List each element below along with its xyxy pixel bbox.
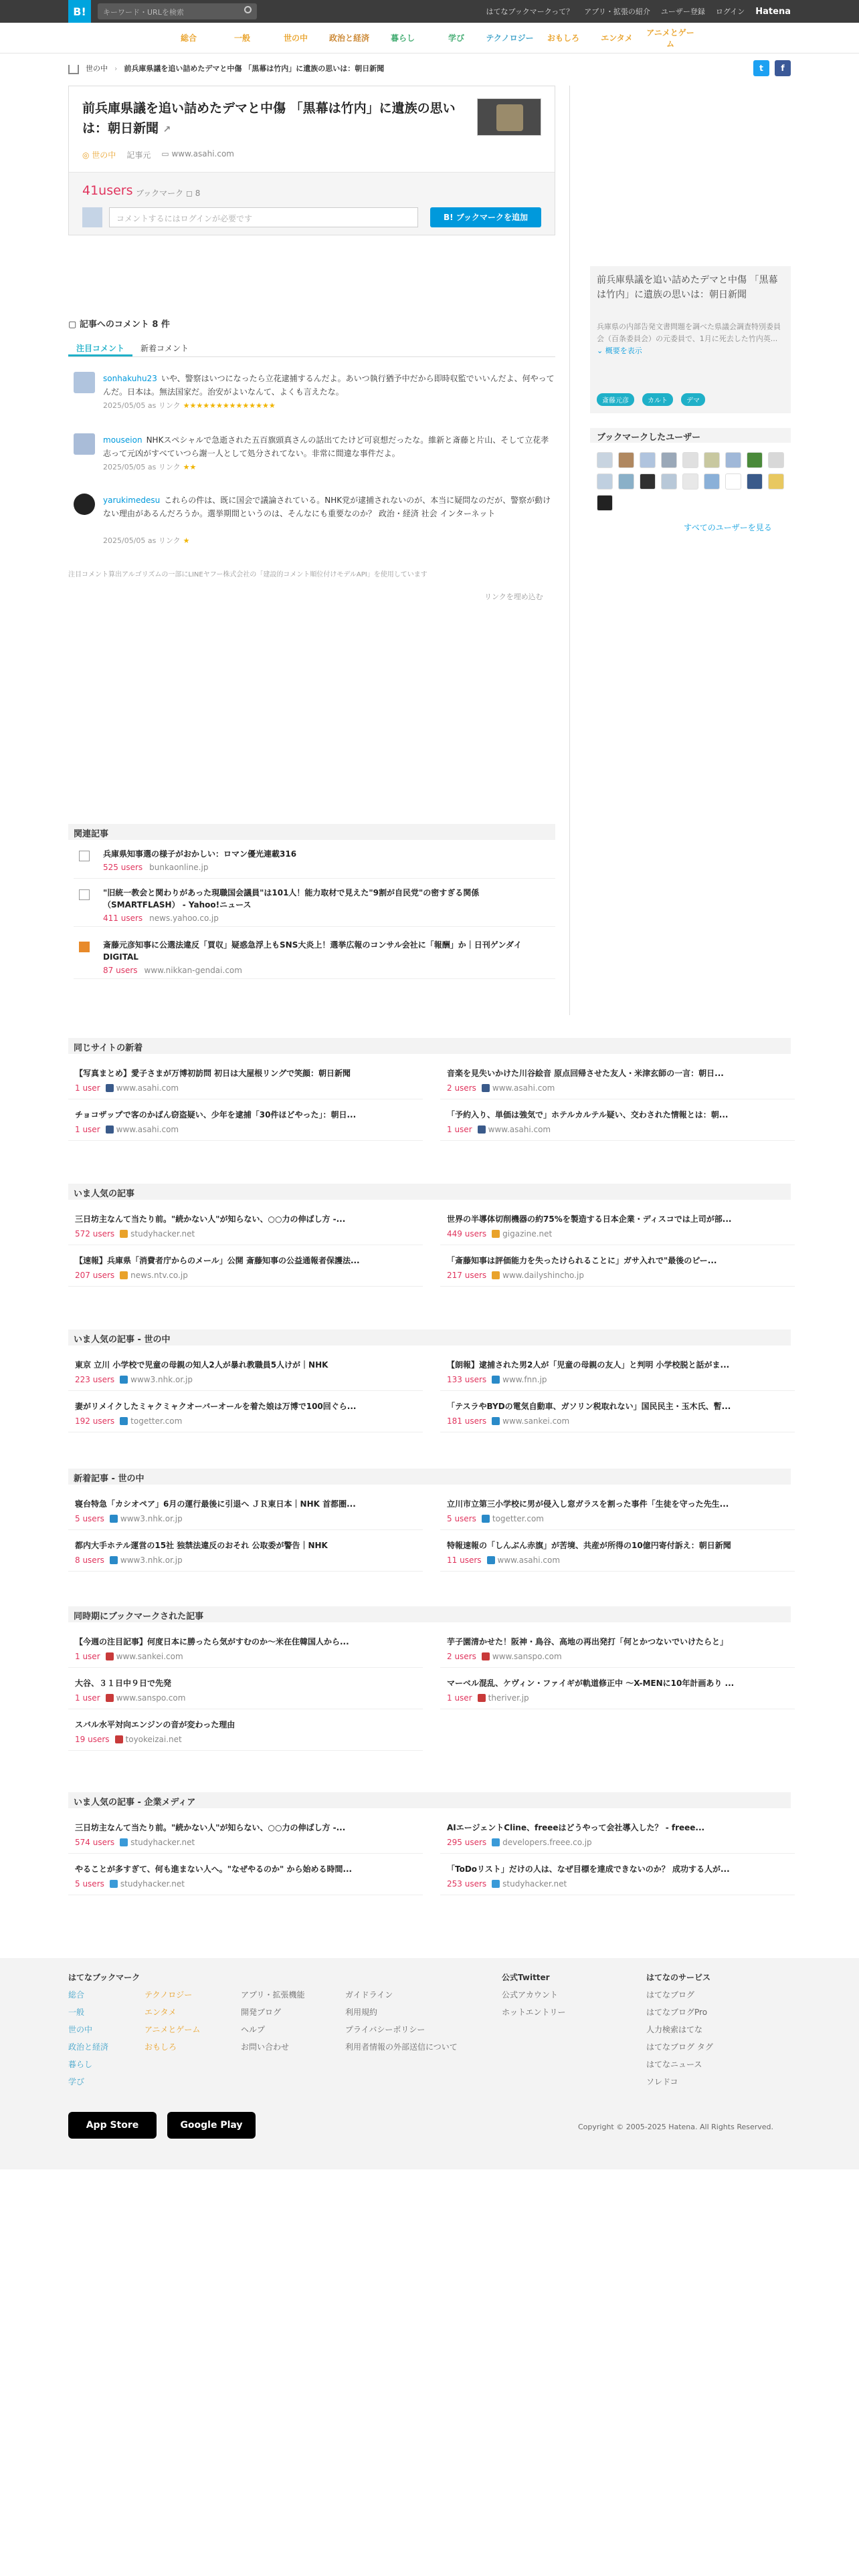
item-site[interactable]: toyokeizai.net <box>115 1735 182 1744</box>
site-favicon-icon <box>492 1417 500 1425</box>
footer-link[interactable]: アプリ・拡張機能 <box>241 1990 305 2000</box>
related-item[interactable]: 斎藤元彦知事に公選法違反「買収」疑惑急浮上もSNS大炎上！選挙広報のコンサル会社に「報酬」か｜日刊ゲンダイDIGITAL 87 users www.nikkan-gendai.com <box>74 939 555 979</box>
item-site[interactable]: www.asahi.com <box>106 1125 179 1134</box>
comment-date: 2025/05/05 as リンク ★★ <box>103 463 197 471</box>
item-title[interactable]: 芋子園清かせた！阪神・鳥谷、高地の再出発打「何とかつないでいけたらと」 <box>447 1637 729 1646</box>
footer-link[interactable]: 暮らし <box>68 2060 93 2069</box>
site-favicon-icon <box>115 1735 123 1743</box>
item-users[interactable]: 2 users <box>447 1083 476 1093</box>
category-nav <box>0 23 859 53</box>
footer-link[interactable]: はてなブログ <box>646 1990 695 2000</box>
item-site[interactable]: www.asahi.com <box>478 1125 551 1134</box>
item-users[interactable]: 449 users <box>447 1229 487 1239</box>
item-site[interactable]: www3.nhk.or.jp <box>110 1514 183 1523</box>
item-meta <box>75 1879 185 1889</box>
item-title[interactable]: 立川市立第三小学校に男が侵入し窓ガラスを割った事件「生徒を守った先生... <box>447 1499 729 1509</box>
footer-categories-a <box>68 1986 108 2090</box>
footer-link[interactable]: ソレドコ <box>646 2077 678 2086</box>
item-title[interactable]: 「予約入り、単価は強気で」ホテルカルテル疑い、交わされた情報とは：朝... <box>447 1110 729 1119</box>
site-favicon-icon <box>120 1230 128 1238</box>
search-icon[interactable] <box>244 6 252 13</box>
item-title[interactable]: 三日坊主なんて当たり前。"続かない人"が知らない、○○力の伸ばし方 -... <box>75 1823 346 1832</box>
item-users[interactable]: 2 users <box>447 1652 476 1661</box>
global-header <box>0 0 859 23</box>
bookmarked-users-avatars <box>597 452 791 511</box>
list-item[interactable] <box>68 1816 423 1854</box>
entry-thumbnail[interactable] <box>477 98 541 136</box>
sidebar-title: 前兵庫県議を追い詰めたデマと中傷 「黒幕は竹内」に遺族の思いは：朝日新聞 <box>597 275 778 300</box>
site-favicon-icon <box>106 1125 114 1134</box>
item-meta <box>75 1514 183 1523</box>
copyright: Copyright © 2005-2025 Hatena. All Rights Reserved. <box>578 2123 774 2131</box>
comment-text: sonhakuhu23 いや、警察はいつになったら立花逮捕するんだよ。あいつ執行猶予中だから即時収監でいいんだよ、何やってんだ。日本は。無法国家だ。治安がよいなんて、よくも言えたな。 <box>103 374 555 397</box>
bookmarker-avatar[interactable] <box>725 452 741 468</box>
item-title[interactable]: 世界の半導体切削機器の約75%を製造する日本企業・ディスコでは上司が部... <box>447 1214 732 1224</box>
item-users[interactable]: 1 user <box>447 1693 472 1703</box>
bookmarker-avatar[interactable] <box>725 473 741 490</box>
commenter-avatar[interactable] <box>74 433 95 455</box>
all-users-link[interactable]: すべてのユーザーを見る <box>684 523 772 532</box>
category-5[interactable]: 学び <box>448 33 464 43</box>
item-meta <box>75 1083 179 1093</box>
footer-links-1 <box>241 1986 305 2056</box>
external-link-icon[interactable]: ↗ <box>163 124 171 135</box>
site-favicon-icon <box>120 1376 128 1384</box>
list-item[interactable] <box>440 1493 795 1530</box>
item-title[interactable]: 都内大手ホテル運営の15社 独禁法違反のおそれ 公取委が警告｜NHK <box>75 1541 328 1550</box>
star-icon[interactable]: ★★ <box>183 463 197 471</box>
footer-link[interactable]: はてなブログPro <box>646 2008 708 2017</box>
footer-link[interactable]: プライバシーポリシー <box>345 2025 425 2034</box>
item-users[interactable]: 1 user <box>75 1652 100 1661</box>
site-favicon-icon <box>110 1556 118 1564</box>
bookmarker-avatar[interactable] <box>661 452 677 468</box>
item-users[interactable]: 5 users <box>75 1879 104 1889</box>
related-heading: 関連記事 <box>68 824 555 840</box>
item-site[interactable]: studyhacker.net <box>120 1229 195 1239</box>
bookmarker-avatar[interactable] <box>640 452 656 468</box>
item-site[interactable]: www.asahi.com <box>482 1083 555 1093</box>
list-item[interactable] <box>68 1354 423 1391</box>
bookmarker-avatar[interactable] <box>768 452 784 468</box>
item-meta <box>447 1879 567 1889</box>
item-users[interactable]: 207 users <box>75 1271 115 1280</box>
user-avatar <box>82 207 102 227</box>
item-site[interactable]: www.dailyshincho.jp <box>492 1271 584 1280</box>
list-item[interactable] <box>68 1208 423 1245</box>
site-favicon-icon <box>492 1838 500 1846</box>
comment-algorithm-note: 注目コメント算出アルゴリズムの一部にLINEヤフー株式会社の「建設的コメント順位付けモデルAPI」を使用しています <box>68 571 427 578</box>
footer-services: はてなのサービス はてなブログ はてなブログPro 人力検索はてな はてなブログ タグ はてなニュース ソレドコ <box>646 1969 713 2090</box>
bookmarker-avatar[interactable] <box>597 473 613 490</box>
comment-date: 2025/05/05 as リンク ★ <box>103 536 190 545</box>
comment-icon: ▢ <box>68 320 77 330</box>
list-item[interactable] <box>440 1630 795 1668</box>
breadcrumb-separator: › <box>114 64 118 73</box>
google-play-badge[interactable]: Google Play <box>167 2112 256 2139</box>
commenter-name[interactable]: yarukimedesu <box>103 496 161 505</box>
site-favicon-icon <box>492 1271 500 1279</box>
site-favicon-icon <box>478 1125 486 1134</box>
item-title[interactable]: 妻がリメイクしたミャクミャクオーバーオールを着た娘は万博で100回ぐら... <box>75 1402 357 1411</box>
site-favicon-icon <box>79 851 90 861</box>
list-item[interactable] <box>440 1208 795 1245</box>
entry-meta <box>82 149 234 160</box>
item-meta <box>75 1555 183 1565</box>
item-title[interactable]: 寝台特急「カシオペア」6月の運行最後に引退へ ＪＲ東日本｜NHK 首都圏... <box>75 1499 356 1509</box>
item-title[interactable]: 音楽を見失いかけた川谷絵音 原点回帰させた友人・米津玄師の一言：朝日... <box>447 1069 724 1078</box>
document-icon <box>79 889 90 900</box>
footer-link[interactable]: おもしろ <box>145 2042 177 2052</box>
category-8[interactable]: エンタメ <box>601 33 633 43</box>
category-2[interactable]: 世の中 <box>283 33 308 43</box>
bookmarker-avatar[interactable] <box>618 452 634 468</box>
bookmarker-avatar[interactable] <box>640 473 656 490</box>
item-site[interactable]: gigazine.net <box>492 1229 552 1239</box>
share-buttons <box>753 60 791 76</box>
item-users[interactable]: 223 users <box>75 1375 115 1384</box>
entry-category[interactable]: ◎ 世の中 <box>82 150 116 160</box>
bookmarker-avatar[interactable] <box>768 473 784 490</box>
column-divider <box>569 86 570 1015</box>
site-favicon-icon <box>482 1515 490 1523</box>
category-0[interactable]: 総合 <box>180 33 197 43</box>
hatena-logo[interactable]: Hatena <box>755 6 791 17</box>
popular-society-heading: いま人気の記事 - 世の中 <box>68 1329 791 1346</box>
footer-link[interactable]: 一般 <box>68 2008 85 2017</box>
list-item[interactable] <box>440 1103 795 1141</box>
footer-link[interactable]: お問い合わせ <box>241 2042 290 2052</box>
item-site[interactable]: studyhacker.net <box>120 1838 195 1847</box>
footer-link[interactable]: ヘルプ <box>241 2025 266 2034</box>
item-title[interactable]: 三日坊主なんて当たり前。"続かない人"が知らない、○○力の伸ばし方 -... <box>75 1214 346 1224</box>
show-summary-link[interactable]: ⌄ 概要を表示 <box>597 346 642 355</box>
site-favicon-icon <box>110 1880 118 1888</box>
item-title[interactable]: AIエージェントCline、freeeはどうやって会社導入した？ - freee... <box>447 1823 705 1832</box>
item-users[interactable]: 1 user <box>75 1125 100 1134</box>
item-site[interactable]: www.sankei.com <box>106 1652 183 1661</box>
breadcrumb <box>68 59 791 78</box>
item-site[interactable]: togetter.com <box>482 1514 544 1523</box>
footer-link[interactable]: はてなニュース <box>646 2060 702 2069</box>
footer-link[interactable]: 開発ブログ <box>241 2008 282 2017</box>
site-favicon-icon <box>106 1652 114 1660</box>
item-site[interactable]: theriver.jp <box>478 1693 529 1703</box>
comment-date: 2025/05/05 as リンク ★★★★★★★★★★★★★★ <box>103 401 276 410</box>
footer-link[interactable]: ガイドライン <box>345 1990 393 2000</box>
list-item[interactable] <box>68 1672 423 1709</box>
same-period-heading: 同時期にブックマークされた記事 <box>68 1606 791 1622</box>
bookmarker-avatar[interactable] <box>682 452 698 468</box>
comment-item <box>74 372 555 412</box>
item-site[interactable]: developers.freee.co.jp <box>492 1838 592 1847</box>
item-users[interactable]: 5 users <box>447 1514 476 1523</box>
bookmarker-avatar[interactable] <box>682 473 698 490</box>
tab-popular-comments[interactable]: 注目コメント <box>68 340 132 356</box>
bookmarker-avatar[interactable] <box>747 473 763 490</box>
footer <box>0 1958 859 2169</box>
hatena-bookmark-logo[interactable]: B! <box>68 0 91 23</box>
site-favicon-icon <box>120 1417 128 1425</box>
item-users[interactable]: 181 users <box>447 1416 487 1426</box>
bookmarker-avatar[interactable] <box>618 473 634 490</box>
item-site[interactable]: www3.nhk.or.jp <box>110 1555 183 1565</box>
star-icon[interactable]: ★★★★★★★★★★★★★★ <box>183 401 276 410</box>
item-site[interactable]: www.asahi.com <box>106 1083 179 1093</box>
item-users[interactable]: 19 users <box>75 1735 110 1744</box>
bookmarker-avatar[interactable] <box>704 473 720 490</box>
entry-domain[interactable]: ▭ www.asahi.com <box>161 149 234 158</box>
item-site[interactable]: www.sanspo.com <box>482 1652 562 1661</box>
item-title[interactable]: 【朗報】逮捕された男2人が「児童の母親の友人」と判明 小学校脱と話がま... <box>447 1360 730 1370</box>
bookmarker-avatar[interactable] <box>597 495 613 511</box>
item-users[interactable]: 133 users <box>447 1375 487 1384</box>
login-link[interactable]: ログイン <box>715 7 745 16</box>
item-users[interactable]: 8 users <box>75 1555 104 1565</box>
list-item[interactable] <box>440 1672 795 1709</box>
item-users[interactable]: 217 users <box>447 1271 487 1280</box>
item-users[interactable]: 253 users <box>447 1879 487 1889</box>
footer-link[interactable]: 公式アカウント <box>502 1990 558 2000</box>
footer-link[interactable]: 利用規約 <box>345 2008 378 2017</box>
list-item[interactable] <box>68 1858 423 1895</box>
footer-link[interactable]: アニメとゲーム <box>145 2025 201 2034</box>
item-users[interactable]: 1 user <box>75 1083 100 1093</box>
item-meta <box>75 1652 183 1661</box>
footer-link[interactable]: 総合 <box>68 1990 85 2000</box>
tag-item[interactable]: デマ <box>681 393 705 406</box>
list-item[interactable] <box>440 1816 795 1854</box>
entry-source-label: 記事元 <box>126 150 151 160</box>
sidebar-description: 兵庫県の内部告発文書問題を調べた県議会調査特別委員会（百条委員会）の元委員で、1月に死去した竹内英... ⌄ 概要を表示 <box>597 322 781 355</box>
footer-link[interactable]: エンタメ <box>145 2008 177 2017</box>
item-users[interactable]: 1 user <box>447 1125 472 1134</box>
site-favicon-icon <box>478 1694 486 1702</box>
list-item[interactable] <box>440 1354 795 1391</box>
list-item[interactable] <box>440 1534 795 1572</box>
footer-link[interactable]: 人力検索はてな <box>646 2025 703 2034</box>
site-favicon-icon <box>482 1084 490 1092</box>
site-favicon-icon <box>487 1556 495 1564</box>
breadcrumb-category[interactable]: 世の中 <box>86 64 108 73</box>
item-users[interactable]: 295 users <box>447 1838 487 1847</box>
comment-input[interactable]: コメントするにはログインが必要です <box>109 207 418 227</box>
item-meta <box>447 1693 529 1703</box>
item-title[interactable]: マーベル混乱、ケヴィン・ファイギが軌道修正中 ～X-MENに10年計画あり ... <box>447 1679 735 1688</box>
item-title[interactable]: やることが多すぎて、何も進まない人へ。"なぜやるのか" から始める時間... <box>75 1864 353 1874</box>
item-meta <box>447 1652 562 1661</box>
item-title[interactable]: 【速報】兵庫県「消費者庁からのメール」公開 斎藤知事の公益通報者保護法... <box>75 1256 360 1265</box>
item-title[interactable]: 「ToDoリスト」だけの人は、なぜ目標を達成できないのか？ 成功する人が... <box>447 1864 730 1874</box>
item-site[interactable]: news.ntv.co.jp <box>120 1271 188 1280</box>
item-meta <box>75 1375 193 1384</box>
item-title[interactable]: 【今週の注目記事】何度日本に勝ったら気がすむのか～米在住韓国人から... <box>75 1637 349 1646</box>
comment-text: yarukimedesu これらの件は、既に国会で議論されている。NHK党が逮捕されないのが、本当に疑問なのだが、警察が動けない理由があるんだろうか。選挙期間というのは、そんなにも重要なのか？ 政治・経済 社会 インターネット <box>103 496 551 518</box>
item-site[interactable]: www.sanspo.com <box>106 1693 186 1703</box>
embed-link[interactable]: リンクを埋め込む <box>484 593 543 601</box>
bookmark-users-count[interactable]: 41users <box>82 183 133 198</box>
category-6[interactable]: テクノロジー <box>486 33 534 43</box>
tag-item[interactable]: 斎藤元彦 <box>597 393 634 406</box>
item-site[interactable]: www.asahi.com <box>487 1555 561 1565</box>
item-meta <box>447 1514 544 1523</box>
list-item[interactable] <box>440 1858 795 1895</box>
apps-link[interactable]: アプリ・拡張の紹介 <box>584 7 650 16</box>
item-meta <box>447 1838 592 1847</box>
footer-link[interactable]: テクノロジー <box>145 1990 193 2000</box>
about-link[interactable]: はてなブックマークって？ <box>486 7 574 16</box>
commenter-avatar[interactable] <box>74 372 95 393</box>
site-favicon-icon <box>79 942 90 952</box>
site-favicon-icon <box>492 1230 500 1238</box>
footer-bookmark-heading: はてなブックマーク <box>68 1973 140 1982</box>
site-favicon-icon <box>492 1376 500 1384</box>
item-meta <box>75 1735 182 1744</box>
list-item[interactable] <box>68 1534 423 1572</box>
item-meta <box>75 1838 195 1847</box>
comment-item <box>74 494 555 547</box>
item-meta <box>447 1555 560 1565</box>
item-meta <box>447 1083 555 1093</box>
list-item[interactable] <box>440 1249 795 1287</box>
comments-heading: ▢ 記事へのコメント 8 件 <box>68 320 170 330</box>
item-title[interactable]: 東京 立川 小学校で児童の母親の知人2人が暴れ教職員5人けが｜NHK <box>75 1360 328 1370</box>
item-meta <box>447 1229 552 1239</box>
item-meta <box>447 1271 584 1280</box>
item-site[interactable]: studyhacker.net <box>492 1879 567 1889</box>
item-users[interactable]: 192 users <box>75 1416 115 1426</box>
home-icon[interactable] <box>68 65 79 74</box>
footer-links-2 <box>345 1986 458 2056</box>
category-7[interactable]: おもしろ <box>547 33 579 43</box>
footer-link[interactable]: ホットエントリー <box>502 2008 566 2017</box>
bookmarker-avatar[interactable] <box>661 473 677 490</box>
category-1[interactable]: 一般 <box>233 33 250 43</box>
item-meta <box>75 1271 188 1280</box>
signup-link[interactable]: ユーザー登録 <box>660 7 705 16</box>
comment-item <box>74 433 555 473</box>
item-users[interactable]: 1 user <box>75 1693 100 1703</box>
site-favicon-icon <box>482 1652 490 1660</box>
footer-link[interactable]: 学び <box>68 2077 85 2086</box>
tab-new-comments[interactable]: 新着コメント <box>140 344 189 353</box>
same-site-heading: 同じサイトの新着 <box>68 1038 791 1054</box>
sidebar-summary <box>590 266 791 413</box>
bookmarked-users-heading: ブックマークしたユーザー <box>590 428 791 443</box>
footer-link[interactable]: 政治と経済 <box>68 2042 109 2052</box>
item-meta <box>75 1229 195 1239</box>
add-bookmark-button[interactable]: B! ブックマークを追加 <box>430 207 541 227</box>
item-meta <box>75 1693 185 1703</box>
tag-list <box>597 393 705 406</box>
site-favicon-icon <box>106 1084 114 1092</box>
list-item[interactable] <box>68 1713 423 1751</box>
footer-link[interactable]: 世の中 <box>68 2025 93 2034</box>
site-favicon-icon <box>120 1838 128 1846</box>
site-favicon-icon <box>120 1271 128 1279</box>
search-input[interactable]: キーワード・URLを検索 <box>98 3 257 19</box>
item-title[interactable]: チョコザップで客のかばん窃盗疑い、少年を逮捕「30件ほどやった」：朝日... <box>75 1110 357 1119</box>
item-title[interactable]: 特報速報の「しんぶん赤旗」が苦境、共産が所得の10億円寄付訴え：朝日新聞 <box>447 1541 731 1550</box>
related-item[interactable]: "旧統一教会と関わりがあった現職国会議員"は101人！能力取材で見えた"9割が自民党"の密すぎる関係（SMARTFLASH） - Yahoo!ニュース 411 users news.yahoo.co.jp <box>74 887 555 927</box>
item-users[interactable]: 574 users <box>75 1838 115 1847</box>
bookmarker-avatar[interactable] <box>597 452 613 468</box>
item-users[interactable]: 572 users <box>75 1229 115 1239</box>
bookmarker-avatar[interactable] <box>747 452 763 468</box>
site-favicon-icon <box>106 1694 114 1702</box>
footer-link[interactable]: 利用者情報の外部送信について <box>345 2042 458 2052</box>
item-meta <box>75 1416 182 1426</box>
list-item[interactable] <box>68 1395 423 1432</box>
related-item[interactable]: 兵庫県知事選の様子がおかしい：ロマン優光連載316 525 users bunkaonline.jp <box>74 848 555 879</box>
app-store-badge[interactable]: App Store <box>68 2112 157 2139</box>
facebook-share-icon[interactable]: f <box>775 60 791 76</box>
popular-heading: いま人気の記事 <box>68 1184 791 1200</box>
footer-categories-b <box>145 1986 200 2056</box>
list-item[interactable] <box>68 1630 423 1668</box>
item-site[interactable]: www.sankei.com <box>492 1416 569 1426</box>
header-links <box>486 0 791 23</box>
category-4[interactable]: 暮らし <box>390 33 415 43</box>
list-item[interactable] <box>440 1395 795 1432</box>
item-title[interactable]: 大谷、３１日中９日で先発 <box>75 1679 172 1688</box>
list-item[interactable] <box>68 1103 423 1141</box>
list-item[interactable] <box>440 1062 795 1099</box>
item-title[interactable]: スバル水平対向エンジンの音が変わった理由 <box>75 1720 235 1729</box>
item-site[interactable]: www3.nhk.or.jp <box>120 1375 193 1384</box>
new-society-heading: 新着記事 - 世の中 <box>68 1469 791 1485</box>
category-9[interactable]: アニメとゲーム <box>646 27 694 49</box>
entry-box <box>68 86 555 235</box>
item-site[interactable]: togetter.com <box>120 1416 182 1426</box>
popular-media-heading: いま人気の記事 - 企業メディア <box>68 1792 791 1808</box>
entry-title[interactable]: 前兵庫県議を追い詰めたデマと中傷 「黒幕は竹内」に遺族の思いは：朝日新聞 ↗ <box>82 101 456 136</box>
item-title[interactable]: 「斎藤知事は評価能力を失ったけられることに」ガサ入れで"最後のピー... <box>447 1256 717 1265</box>
list-item[interactable] <box>68 1249 423 1287</box>
footer-twitter: 公式Twitter 公式アカウント ホットエントリー <box>502 1969 566 2021</box>
item-meta <box>75 1125 179 1134</box>
item-site[interactable]: studyhacker.net <box>110 1879 185 1889</box>
bookmark-panel <box>69 172 555 235</box>
item-meta <box>447 1416 569 1426</box>
breadcrumb-title: 前兵庫県議を追い詰めたデマと中傷 「黒幕は竹内」に遺族の思いは：朝日新聞 <box>124 64 385 73</box>
item-site[interactable]: www.fnn.jp <box>492 1375 547 1384</box>
site-favicon-icon <box>492 1880 500 1888</box>
item-users[interactable]: 5 users <box>75 1514 104 1523</box>
twitter-share-icon[interactable]: t <box>753 60 769 76</box>
star-icon[interactable]: ★ <box>183 536 190 545</box>
item-title[interactable]: 【写真まとめ】愛子さまが万博初訪問 初日は大屋根リングで笑顔：朝日新聞 <box>75 1069 351 1078</box>
item-meta <box>447 1125 551 1134</box>
commenter-avatar[interactable] <box>74 494 95 515</box>
footer-link[interactable]: はてなブログ タグ <box>646 2042 713 2052</box>
commenter-name[interactable]: sonhakuhu23 <box>103 374 157 383</box>
comment-tabs <box>68 340 555 357</box>
item-users[interactable]: 11 users <box>447 1555 482 1565</box>
list-item[interactable] <box>68 1062 423 1099</box>
commenter-name[interactable]: mouseion <box>103 435 142 445</box>
comment-text: mouseion NHKスペシャルで急逝された五百旗頭真さんの話出てたけど可哀想だったな。維新と斎藤と片山、そして立花孝志って元凶がすべていつら謝一人として処分されてない。非常に間違な事件だよ。 <box>103 435 549 458</box>
item-title[interactable]: 「テスラやBYDの電気自動車、ガソリン税取れない」国民民主・玉木氏、暫... <box>447 1402 731 1411</box>
category-3[interactable]: 政治と経済 <box>328 33 369 43</box>
bookmarker-avatar[interactable] <box>704 452 720 468</box>
item-meta <box>447 1375 547 1384</box>
list-item[interactable] <box>68 1493 423 1530</box>
bookmark-label: ブックマーク ◻ 8 <box>136 189 201 198</box>
site-favicon-icon <box>110 1515 118 1523</box>
tag-item[interactable]: カルト <box>642 393 673 406</box>
